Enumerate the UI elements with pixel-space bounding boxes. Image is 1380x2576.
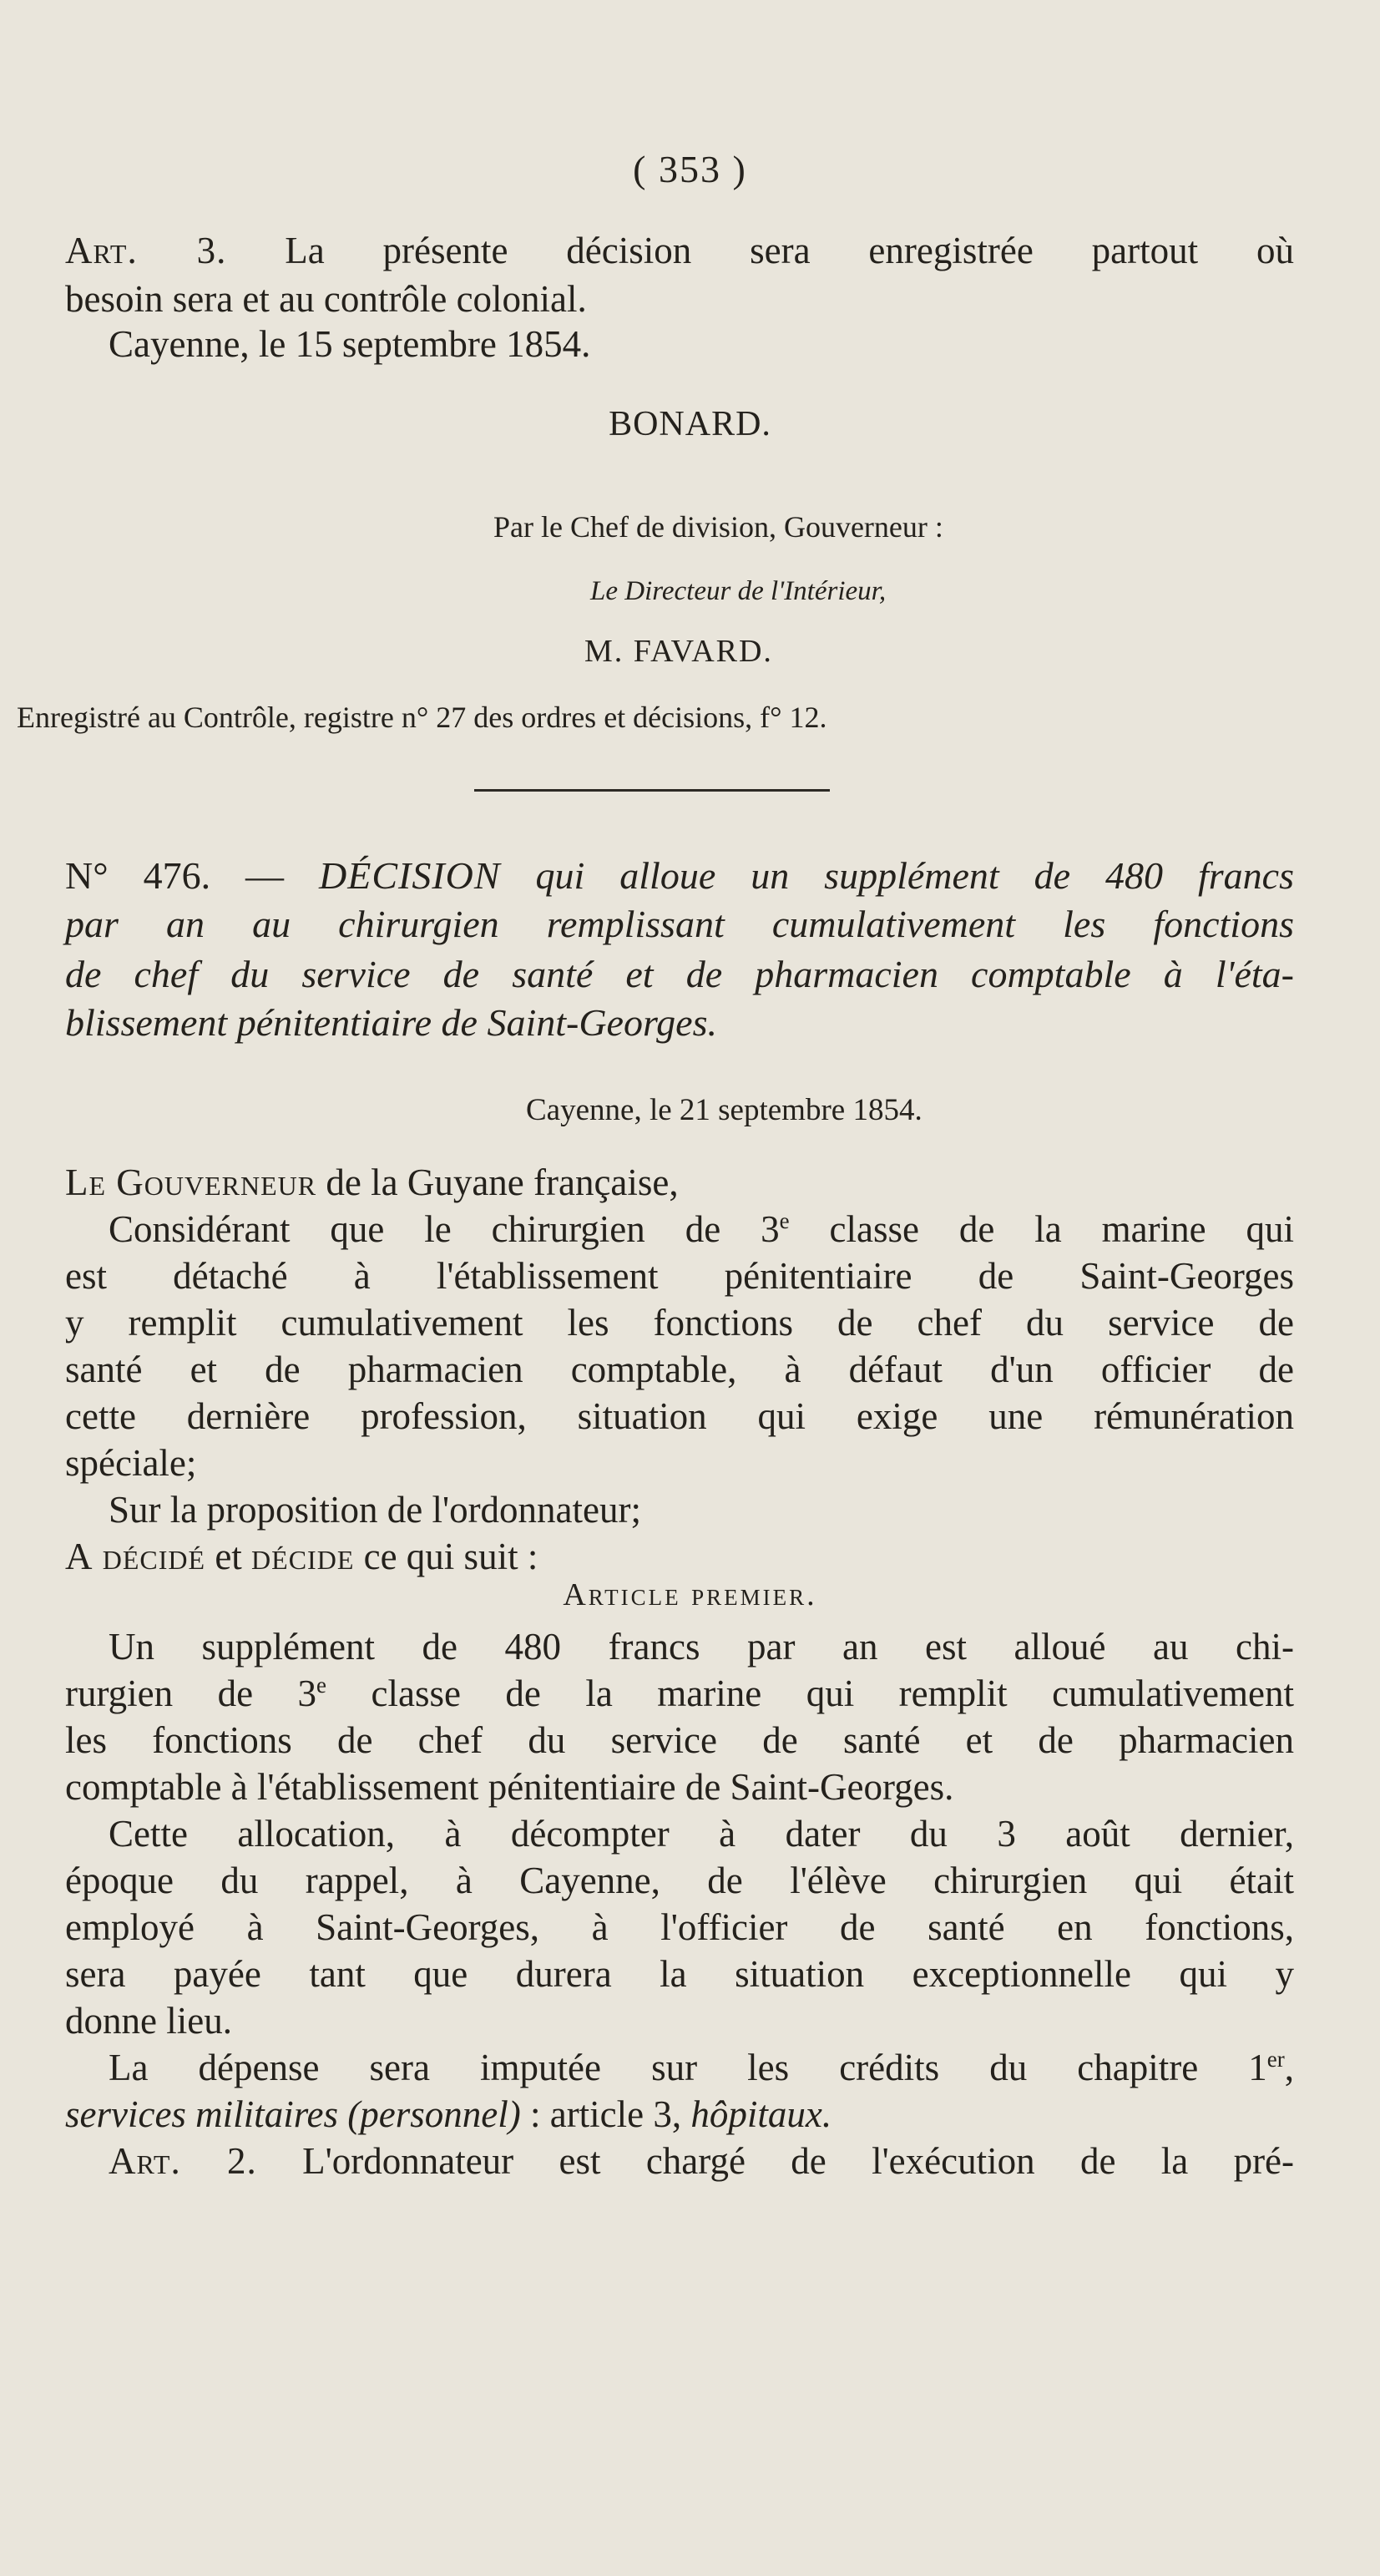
allocation-line-5: donne lieu. <box>65 2000 232 2042</box>
considerant-line-2: est détaché à l'établissement pénitentiaire de Saint-Georges <box>65 1255 1294 1297</box>
decided-et: et <box>215 1536 242 1577</box>
page-number: ( 353 ) <box>633 148 747 190</box>
considerant-line-1 <box>109 1206 1294 1253</box>
art3-line-1 <box>65 227 1294 274</box>
allocation-line-3: employé à Saint-Georges, à l'officier de santé en fonctions, <box>65 1906 1294 1948</box>
art2-label: Art. 2. <box>109 2140 257 2182</box>
decision-title-2: par an au chirurgien remplissant cumulativement les fonctions <box>65 903 1294 945</box>
governor-rest: de la Guyane française, <box>326 1161 679 1203</box>
considerant-1-sup: e <box>779 1208 790 1233</box>
expense-hopitaux: hôpitaux. <box>690 2093 832 2135</box>
expense-1b: , <box>1284 2047 1294 2088</box>
considerant-1b: classe de la marine qui <box>829 1208 1295 1250</box>
allocation-line-1: Cette allocation, à décompter à dater du 3 août dernier, <box>109 1813 1294 1855</box>
decision-heading-line-1 <box>65 853 1294 898</box>
considerant-1a: Considérant que le chirurgien de 3 <box>109 1208 780 1250</box>
decision-title-3: de chef du service de santé et de pharmacien comptable à l'éta- <box>65 953 1294 995</box>
expense-line-2 <box>65 2091 832 2138</box>
art1-line-4: comptable à l'établissement pénitentiaire de Saint-Georges. <box>65 1766 954 1808</box>
art3-text: La présente décision sera enregistrée partout où <box>285 230 1295 271</box>
expense-article: : article 3, <box>529 2093 682 2135</box>
art1-line-1: Un supplément de 480 francs par an est alloué au chi- <box>109 1626 1294 1668</box>
article-premier-heading: Article premier. <box>563 1577 817 1612</box>
allocation-line-4: sera payée tant que durera la situation exceptionnelle qui y <box>65 1953 1294 1995</box>
decision-dateline: Cayenne, le 21 septembre 1854. <box>526 1093 923 1127</box>
registration-note: Enregistré au Contrôle, registre n° 27 des ordres et décisions, f° 12. <box>17 701 827 734</box>
expense-sup: er <box>1266 2047 1285 2072</box>
decision-title-1: qui alloue un supplément de 480 francs <box>535 854 1294 897</box>
separator-rule <box>474 789 830 792</box>
art3-line-2: besoin sera et au contrôle colonial. <box>65 278 587 320</box>
art3-dateline: Cayenne, le 15 septembre 1854. <box>109 323 591 365</box>
art1-2-sup: e <box>316 1673 327 1698</box>
governor-line <box>65 1159 679 1206</box>
decision-word: DÉCISION <box>319 854 501 897</box>
art1-2a: rurgien de 3 <box>65 1673 317 1714</box>
art2-line <box>109 2138 1294 2184</box>
decided-word-1: décidé <box>102 1536 206 1577</box>
art3-label: Art. 3. <box>65 230 227 271</box>
decided-line <box>65 1533 538 1580</box>
governor-label: Le Gouverneur <box>65 1161 317 1203</box>
considerant-line-3: y remplit cumulativement les fonctions de chef du service de <box>65 1302 1294 1344</box>
expense-1a: La dépense sera imputée sur les crédits du chapitre 1 <box>109 2047 1267 2088</box>
considerant-line-5: cette dernière profession, situation qui exige une rémunération <box>65 1395 1294 1437</box>
director-title: Le Directeur de l'Intérieur, <box>590 576 887 606</box>
decision-number: N° 476. — <box>65 854 285 897</box>
art1-line-3: les fonctions de chef du service de santé et de pharmacien <box>65 1719 1294 1761</box>
signature-bonard: BONARD. <box>609 405 771 443</box>
allocation-line-2: époque du rappel, à Cayenne, de l'élève chirurgien qui était <box>65 1860 1294 1901</box>
proposition-line: Sur la proposition de l'ordonnateur; <box>109 1489 641 1531</box>
by-chief-line: Par le Chef de division, Gouverneur : <box>493 510 943 544</box>
decided-a: A <box>65 1536 94 1577</box>
decision-title-4: blissement pénitentiaire de Saint-Georges. <box>65 1001 717 1044</box>
decided-word-2: décide <box>251 1536 355 1577</box>
considerant-line-6: spéciale; <box>65 1442 197 1484</box>
art1-2b: classe de la marine qui remplit cumulativement <box>371 1673 1295 1714</box>
expense-chapter: services militaires (personnel) <box>65 2093 521 2135</box>
decided-rest: ce qui suit : <box>363 1536 538 1577</box>
director-name: M. FAVARD. <box>584 634 773 669</box>
considerant-line-4: santé et de pharmacien comptable, à défaut d'un officier de <box>65 1349 1294 1390</box>
art1-line-2 <box>65 1670 1294 1717</box>
expense-line-1 <box>109 2044 1294 2091</box>
art2-text: L'ordonnateur est chargé de l'exécution de la pré- <box>302 2140 1295 2182</box>
